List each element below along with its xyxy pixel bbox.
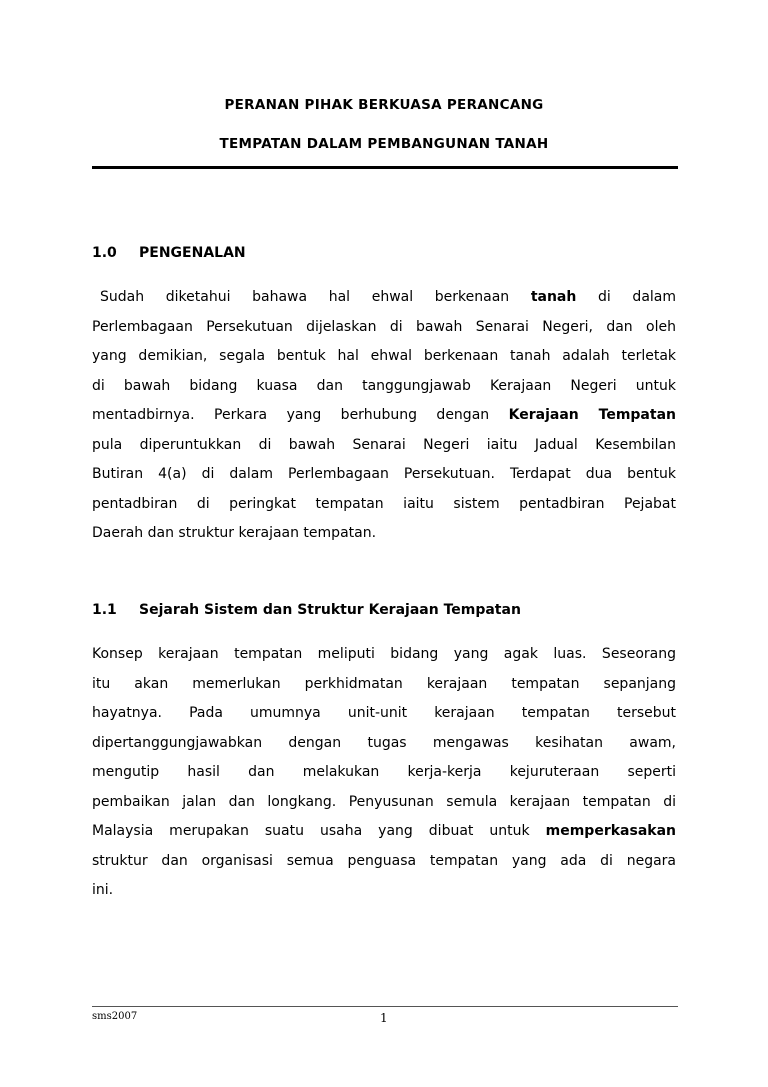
paragraph-line	[92, 699, 676, 729]
document-title-line-1: PERANAN PIHAK BERKUASA PERANCANG	[224, 97, 544, 113]
section-number: 1.0	[92, 245, 117, 261]
line-text: pentadbiran di peringkat tempatan iaitu sistem pentadbiran Pejabat	[92, 495, 676, 512]
line-text: hayatnya. Pada umumnya unit-unit kerajaan tempatan tersebut	[92, 705, 676, 721]
paragraph-line	[92, 519, 676, 549]
paragraph-line	[92, 431, 676, 461]
paragraph-line	[92, 283, 676, 313]
paragraph-line	[92, 729, 676, 759]
footer-label: sms2007	[92, 1011, 138, 1022]
paragraph-line	[92, 342, 676, 372]
paragraph-line	[92, 876, 676, 906]
paragraph-line	[92, 372, 676, 402]
line-text: mengutip hasil dan melakukan kerja-kerja kejuruteraan seperti	[92, 764, 676, 780]
paragraph-line	[92, 847, 676, 877]
paragraph-line	[92, 758, 676, 788]
line-text: itu akan memerlukan perkhidmatan kerajaan tempatan sepanjang	[92, 675, 676, 692]
document-title-line-2: TEMPATAN DALAM PEMBANGUNAN TANAH	[219, 136, 549, 152]
line-text: ini.	[92, 882, 114, 898]
line-text: yang demikian, segala bentuk hal ehwal berkenaan tanah adalah terletak	[92, 348, 676, 364]
line-text: Perlembagaan Persekutuan dijelaskan di bawah Senarai Negeri, dan oleh	[92, 318, 676, 335]
page-number: 1	[380, 1011, 388, 1025]
title-divider	[92, 166, 678, 169]
emphasized-text: memperkasakan	[545, 823, 676, 839]
line-text: Daerah dan struktur kerajaan tempatan.	[92, 525, 377, 541]
paragraph-line	[92, 460, 676, 490]
section-title: Sejarah Sistem dan Struktur Kerajaan Tempatan	[139, 602, 521, 618]
emphasized-text: tanah	[530, 289, 577, 305]
footer-divider	[92, 1006, 678, 1007]
section-heading-pengenalan	[92, 245, 246, 261]
section-paragraph-pengenalan	[92, 283, 676, 549]
paragraph-line	[92, 640, 676, 670]
paragraph-line	[92, 401, 676, 431]
line-text: dipertanggungjawabkan dengan tugas mengawas kesihatan awam,	[92, 734, 676, 751]
line-text: pembaikan jalan dan longkang. Penyusunan semula kerajaan tempatan di	[92, 793, 676, 810]
paragraph-line	[92, 490, 676, 520]
line-text: Sudah diketahui bahawa hal ehwal berkenaan	[100, 289, 531, 305]
line-text: Butiran 4(a) di dalam Perlembagaan Persekutuan. Terdapat dua bentuk	[92, 466, 676, 482]
paragraph-line	[92, 817, 676, 847]
line-text: mentadbirnya. Perkara yang berhubung dengan	[92, 407, 509, 423]
line-text: di dalam	[576, 289, 676, 305]
section-heading-sejarah	[92, 602, 521, 618]
line-text: Konsep kerajaan tempatan meliputi bidang yang agak luas. Seseorang	[92, 646, 676, 662]
line-text: di bawah bidang kuasa dan tanggungjawab Kerajaan Negeri untuk	[92, 377, 676, 394]
paragraph-line	[92, 788, 676, 818]
paragraph-line	[92, 670, 676, 700]
line-text: struktur dan organisasi semua penguasa tempatan yang ada di negara	[92, 852, 676, 869]
line-text: Malaysia merupakan suatu usaha yang dibuat untuk	[92, 823, 546, 839]
paragraph-line	[92, 313, 676, 343]
line-text: pula diperuntukkan di bawah Senarai Negeri iaitu Jadual Kesembilan	[92, 436, 676, 453]
emphasized-text: Kerajaan Tempatan	[508, 407, 676, 423]
section-paragraph-sejarah	[92, 640, 676, 906]
section-title: PENGENALAN	[139, 245, 246, 261]
section-number: 1.1	[92, 602, 117, 618]
